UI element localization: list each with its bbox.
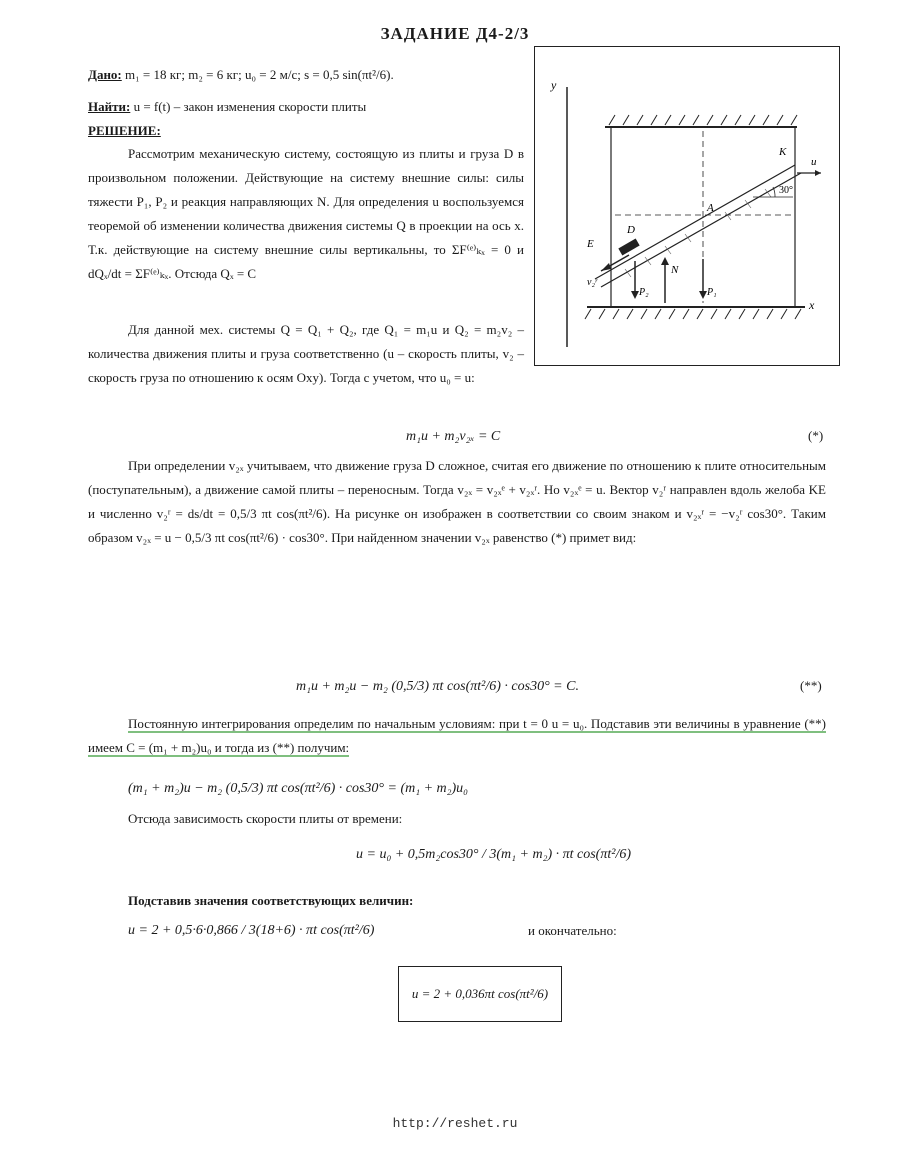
find-line	[88, 98, 366, 116]
paragraph-6: Подставив значения соответствующих величин:	[128, 893, 414, 908]
point-K-label: K	[779, 146, 787, 158]
find-label: Найти:	[88, 99, 131, 114]
paragraph-6b: и окончательно:	[528, 923, 617, 938]
mechanism-diagram	[535, 47, 839, 365]
equation-3: (m₁ + m₂)u − m₂ (0,5/3) πt cos(πt²/6) · cos30° = (m₁ + m₂)u₀	[128, 781, 469, 796]
velocity-u-label: u	[811, 156, 817, 168]
equation-1-number: (*)	[808, 428, 824, 443]
paragraph-4	[88, 712, 826, 760]
given-text: m₁ = 18 кг; m₂ = 6 кг; u₀ = 2 м/с; s = 0,5 sin(πt²/6).	[125, 67, 394, 82]
paragraph-1: Рассмотрим механическую систему, состоящую из плиты и груза D в произвольном положении. Действующие на систему внешние силы: силы тяжести P₁, P₂ и реакция направляющих N. Для определения u воспользуемся теоремой об изменении количества движения системы Q в проекции на ось x. Т.к. действующие на систему внешние силы вертикальны, то ΣF⁽ᵉ⁾ₖₓ = 0 и dQₓ/dt = ΣF⁽ᵉ⁾ₖₓ. Отсюда Qₓ = C	[88, 146, 524, 281]
answer-box	[398, 966, 562, 1022]
equation-2: m₁u + m₂u − m₂ (0,5/3) πt cos(πt²/6) · cos30° = C.	[296, 679, 579, 694]
point-D-label: D	[627, 224, 635, 236]
solution-label: РЕШЕНИЕ:	[88, 123, 161, 138]
paragraph-5: Отсюда зависимость скорости плиты от времени:	[128, 811, 403, 826]
velocity-v2-label: v₂ʳ	[587, 277, 598, 288]
equation-4: u = u₀ + 0,5m₂cos30° / 3(m₁ + m₂) · πt cos(πt²/6)	[356, 847, 631, 862]
force-P1-label: P₁	[707, 287, 717, 298]
equation-5: u = 2 + 0,5·6·0,866 / 3(18+6) · πt cos(πt²/6)	[128, 923, 375, 938]
equation-2-number: (**)	[800, 678, 822, 693]
point-A-label: A	[707, 202, 714, 214]
point-E-label: E	[587, 238, 594, 250]
footer-url[interactable]: http://reshet.ru	[392, 1116, 518, 1131]
force-P2-label: P₂	[639, 287, 649, 298]
force-N-label: N	[671, 264, 679, 276]
mechanism-figure	[534, 46, 840, 366]
solution-line	[88, 122, 161, 140]
answer-formula: u = 2 + 0,036πt cos(πt²/6)	[411, 986, 549, 1001]
x-axis-label: x	[809, 298, 815, 312]
given-label: Дано:	[88, 67, 122, 82]
equation-1: m₁u + m₂v₂ₓ = C	[406, 429, 501, 444]
given-line	[88, 66, 394, 84]
paragraph-4-text: Постоянную интегрирования определим по начальным условиям: при t = 0 u = u₀. Подставив эти величины в уравнение (**) имеем C = (m₁ + m₂)u₀ и тогда из (**) получим:	[88, 716, 826, 755]
angle-label: 30°	[779, 185, 793, 196]
find-text: u = f(t) – закон изменения скорости плиты	[133, 99, 367, 114]
page-title: ЗАДАНИЕ Д4-2/3	[380, 24, 530, 43]
paragraph-3: При определении v₂ₓ учитываем, что движение груза D сложное, считая его движение по отношению к плите относительным (поступательным), а движение самой плиты – переносным. Тогда v₂ₓ = v₂ₓᵉ + v₂ₓʳ. Но v₂ₓᵉ = u. Вектор v₂ʳ направлен вдоль желоба KE и численно v₂ʳ = ds/dt = 0,5/3 πt cos(πt²/6). На рисунке он изображен в соответствии со своим знаком и v₂ₓʳ = −v₂ʳ cos30°. Таким образом v₂ₓ = u − 0,5/3 πt cos(πt²/6) · cos30°. При найденном значении v₂ₓ равенство (*) примет вид:	[88, 458, 826, 545]
y-axis-label: y	[551, 78, 557, 92]
paragraph-2-a: Для данной мех. системы Q = Q₁ + Q₂, где Q₁ = m₁u и Q₂ = m₂v₂ – количества движения плиты и груза соответственно (u – скорость плиты, v₂ – скорость груза по отношению к осям Oxy). Тогда с учетом, что u₀ = u:	[88, 322, 524, 385]
